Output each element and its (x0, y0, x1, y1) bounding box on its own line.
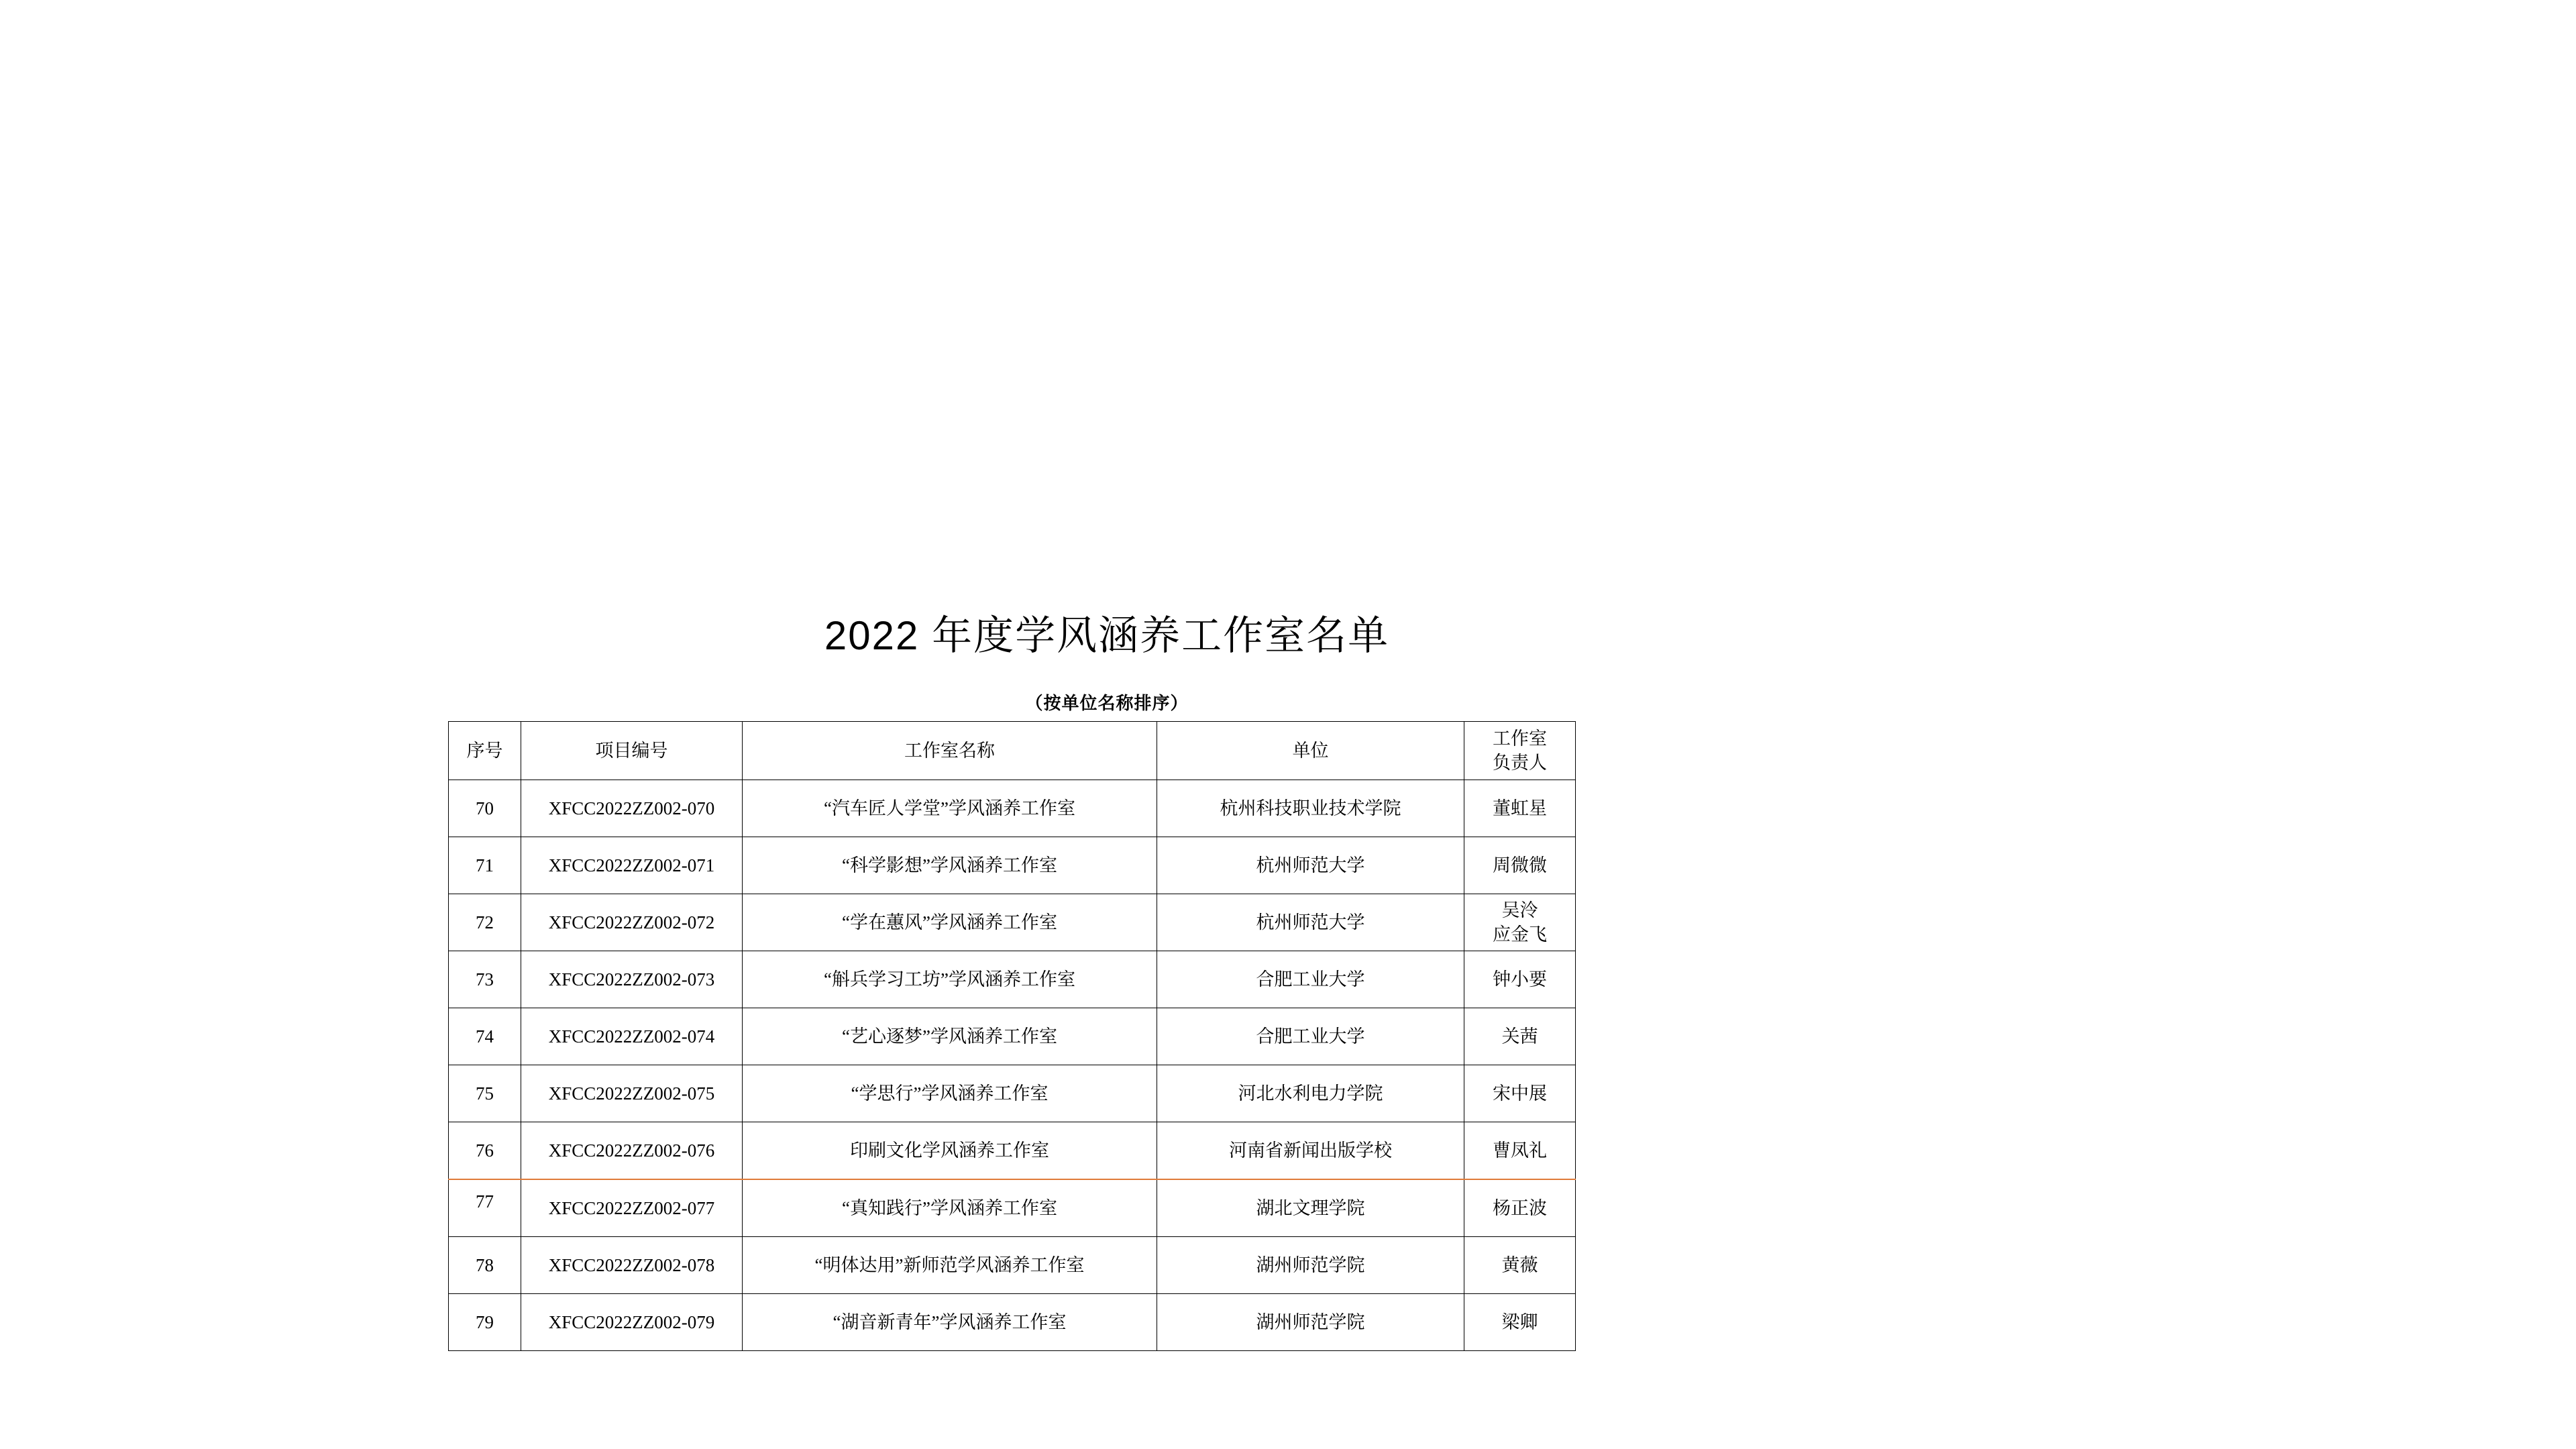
header-code: 项目编号 (521, 722, 743, 780)
table-row[interactable] (449, 1065, 1576, 1122)
cell-leader: 梁卿 (1464, 1294, 1576, 1351)
page-subtitle: （按单位名称排序） (1025, 694, 1189, 713)
cell-seq: 70 (449, 780, 521, 837)
cell-name: “艺心逐梦”学风涵养工作室 (743, 1008, 1157, 1065)
table-row[interactable] (449, 894, 1576, 951)
cell-leader: 周微微 (1464, 837, 1576, 894)
cell-leader: 董虹星 (1464, 780, 1576, 837)
header-seq: 序号 (449, 722, 521, 780)
cell-seq: 79 (449, 1294, 521, 1351)
header-leader-line2: 负责人 (1493, 753, 1547, 773)
page-title: 2022 年度学风涵养工作室名单 (824, 613, 1390, 658)
cell-seq: 74 (449, 1008, 521, 1065)
table-row[interactable] (449, 1008, 1576, 1065)
cell-leader-line1: 吴泠 (1501, 900, 1538, 920)
header-leader-line1: 工作室 (1493, 728, 1547, 749)
cell-name: 印刷文化学风涵养工作室 (743, 1122, 1157, 1180)
cell-code: XFCC2022ZZ002-070 (521, 780, 743, 837)
table-row[interactable] (449, 1237, 1576, 1294)
cell-seq: 72 (449, 894, 521, 951)
cell-seq-text: 77 (476, 1191, 494, 1212)
cell-name: “真知践行”学风涵养工作室 (743, 1179, 1157, 1237)
cell-name: “科学影想”学风涵养工作室 (743, 837, 1157, 894)
cell-code: XFCC2022ZZ002-071 (521, 837, 743, 894)
cell-leader: 杨正波 (1464, 1179, 1576, 1237)
cell-seq: 75 (449, 1065, 521, 1122)
cell-leader: 钟小要 (1464, 951, 1576, 1008)
cell-name: “学思行”学风涵养工作室 (743, 1065, 1157, 1122)
header-name: 工作室名称 (743, 722, 1157, 780)
cell-seq: 73 (449, 951, 521, 1008)
cell-code: XFCC2022ZZ002-074 (521, 1008, 743, 1065)
cell-seq (449, 1179, 521, 1237)
cell-unit: 杭州师范大学 (1157, 837, 1464, 894)
cell-name: “明体达用”新师范学风涵养工作室 (743, 1237, 1157, 1294)
workshop-list-table (448, 721, 1576, 1351)
header-leader (1464, 722, 1576, 780)
table-row[interactable] (449, 780, 1576, 837)
cell-name: “斛兵学习工坊”学风涵养工作室 (743, 951, 1157, 1008)
cell-code: XFCC2022ZZ002-078 (521, 1237, 743, 1294)
cell-leader-line2: 应金飞 (1493, 924, 1547, 945)
cell-unit: 合肥工业大学 (1157, 1008, 1464, 1065)
cell-code: XFCC2022ZZ002-075 (521, 1065, 743, 1122)
cell-unit: 合肥工业大学 (1157, 951, 1464, 1008)
table-row-selected[interactable] (449, 1179, 1576, 1237)
cell-unit: 河南省新闻出版学校 (1157, 1122, 1464, 1180)
cell-unit: 河北水利电力学院 (1157, 1065, 1464, 1122)
cell-code: XFCC2022ZZ002-076 (521, 1122, 743, 1180)
table-row[interactable] (449, 1122, 1576, 1180)
cell-leader: 曹凤礼 (1464, 1122, 1576, 1180)
cell-seq: 78 (449, 1237, 521, 1294)
cell-unit: 杭州师范大学 (1157, 894, 1464, 951)
cell-seq: 76 (449, 1122, 521, 1180)
cell-seq: 71 (449, 837, 521, 894)
cell-name: “汽车匠人学堂”学风涵养工作室 (743, 780, 1157, 837)
cell-unit: 湖州师范学院 (1157, 1237, 1464, 1294)
table-row[interactable] (449, 1294, 1576, 1351)
cell-unit: 湖州师范学院 (1157, 1294, 1464, 1351)
cell-leader (1464, 894, 1576, 951)
table-row[interactable] (449, 837, 1576, 894)
cell-leader: 宋中展 (1464, 1065, 1576, 1122)
cell-code: XFCC2022ZZ002-073 (521, 951, 743, 1008)
cell-name: “湖音新青年”学风涵养工作室 (743, 1294, 1157, 1351)
header-unit: 单位 (1157, 722, 1464, 780)
cell-leader: 关茜 (1464, 1008, 1576, 1065)
cell-unit: 湖北文理学院 (1157, 1179, 1464, 1237)
table-header-row (449, 722, 1576, 780)
cell-unit: 杭州科技职业技术学院 (1157, 780, 1464, 837)
table-row[interactable] (449, 951, 1576, 1008)
cell-leader: 黄薇 (1464, 1237, 1576, 1294)
cell-code: XFCC2022ZZ002-079 (521, 1294, 743, 1351)
cell-name: “学在蕙风”学风涵养工作室 (743, 894, 1157, 951)
cell-code: XFCC2022ZZ002-077 (521, 1179, 743, 1237)
cell-code: XFCC2022ZZ002-072 (521, 894, 743, 951)
